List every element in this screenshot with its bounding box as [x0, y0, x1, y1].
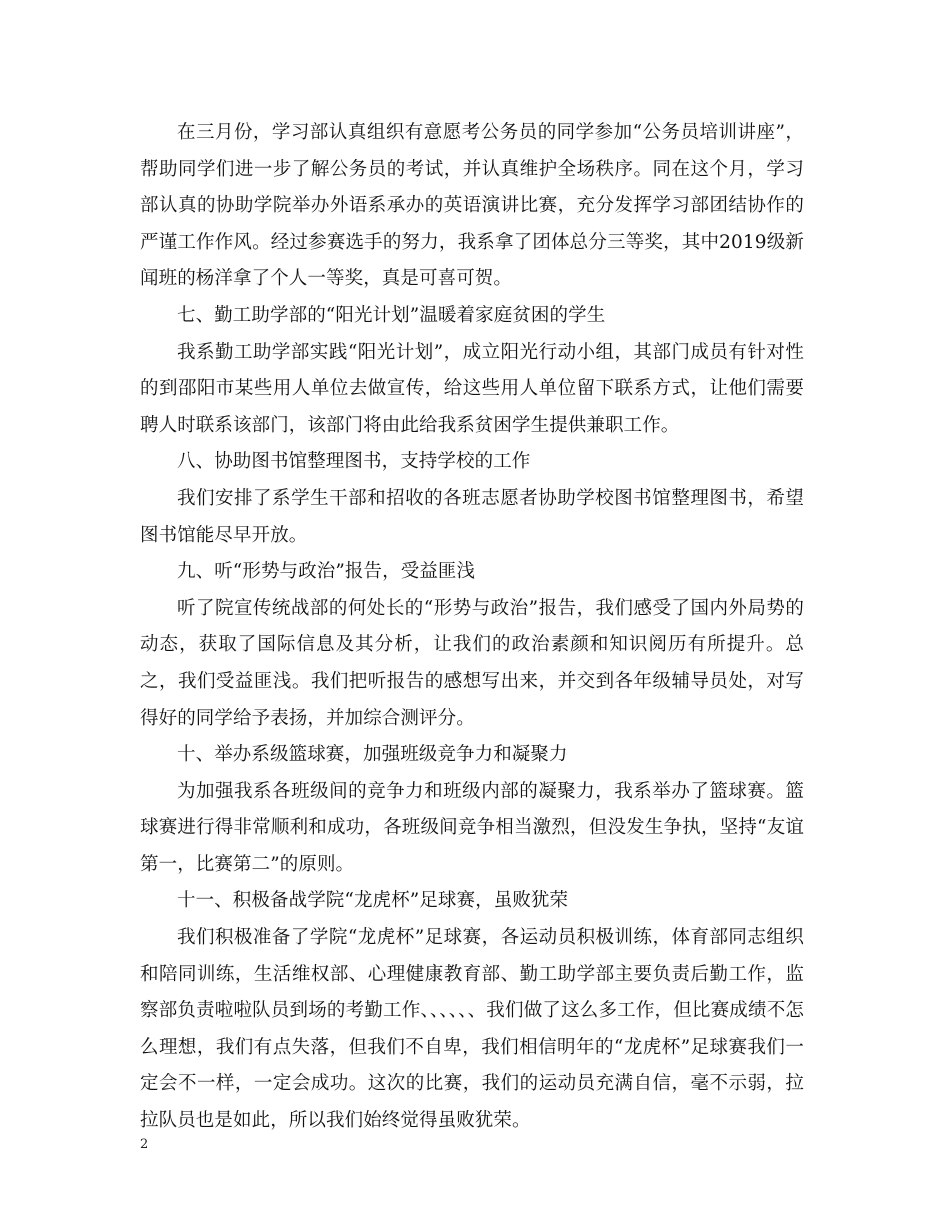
paragraph-politics-report: 听了院宣传统战部的何处长的“形势与政治”报告，我们感受了国内外局势的动态，获取了国际信息及其分析，让我们的政治素颜和知识阅历有所提升。总之，我们受益匪浅。我们把听报告的感想写出来，并交到各年级辅导员处，对写得好的同学给予表扬，并加综合测评分。 [140, 597, 804, 729]
section-heading-9: 九、听“形势与政治”报告，受益匪浅 [177, 561, 476, 583]
page-number: 2 [140, 1137, 149, 1152]
section-heading-7: 七、勤工助学部的“阳光计划”温暖着家庭贫困的学生 [177, 304, 606, 326]
section-heading-8: 八、协助图书馆整理图书，支持学校的工作 [177, 451, 531, 473]
section-heading-10: 十、举办系级篮球赛，加强班级竞争力和凝聚力 [177, 744, 568, 766]
paragraph-basketball-match: 为加强我系各班级间的竞争力和班级内部的凝聚力，我系举办了篮球赛。篮球赛进行得非常顺利和成功，各班级间竞争相当激烈，但没发生争执，坚持“友谊第一，比赛第二”的原则。 [140, 780, 804, 875]
paragraph-football-match: 我们积极准备了学院“龙虎杯”足球赛，各运动员积极训练，体育部同志组织和陪同训练，生活维权部、心理健康教育部、勤工助学部主要负责后勤工作，监察部负责啦啦队员到场的考勤工作、、、、、、我们做了这么多工作，但比赛成绩不怎么理想，我们有点失落，但我们不自卑，我们相信明年的“龙虎杯”足球赛我们一定会不一样，一定会成功。这次的比赛，我们的运动员充满自信，毫不示弱，拉拉队员也是如此，所以我们始终觉得虽败犹荣。 [140, 927, 804, 1132]
paragraph-library-help: 我们安排了系学生干部和招收的各班志愿者协助学校图书馆整理图书，希望图书馆能尽早开放。 [140, 487, 804, 546]
section-heading-11: 十一、积极备战学院“龙虎杯”足球赛，虽败犹荣 [177, 890, 569, 912]
paragraph-march-study-activities: 在三月份，学习部认真组织有意愿考公务员的同学参加“公务员培训讲座”，帮助同学们进一步了解公务员的考试，并认真维护全场秩序。同在这个月，学习部认真的协助学院举办外语系承办的英语演讲比赛，充分发挥学习部团结协作的严谨工作作风。经过参赛选手的努力，我系拿了团体总分三等奖，其中2019级新闻班的杨洋拿了个人一等奖，真是可喜可贺。 [140, 122, 804, 290]
document-body [140, 115, 804, 1140]
paragraph-sunshine-plan: 我系勤工助学部实践“阳光计划”，成立阳光行动小组，其部门成员有针对性的到邵阳市某些用人单位去做宣传，给这些用人单位留下联系方式，让他们需要聘人时联系该部门，该部门将由此给我系贫困学生提供兼职工作。 [140, 341, 804, 436]
